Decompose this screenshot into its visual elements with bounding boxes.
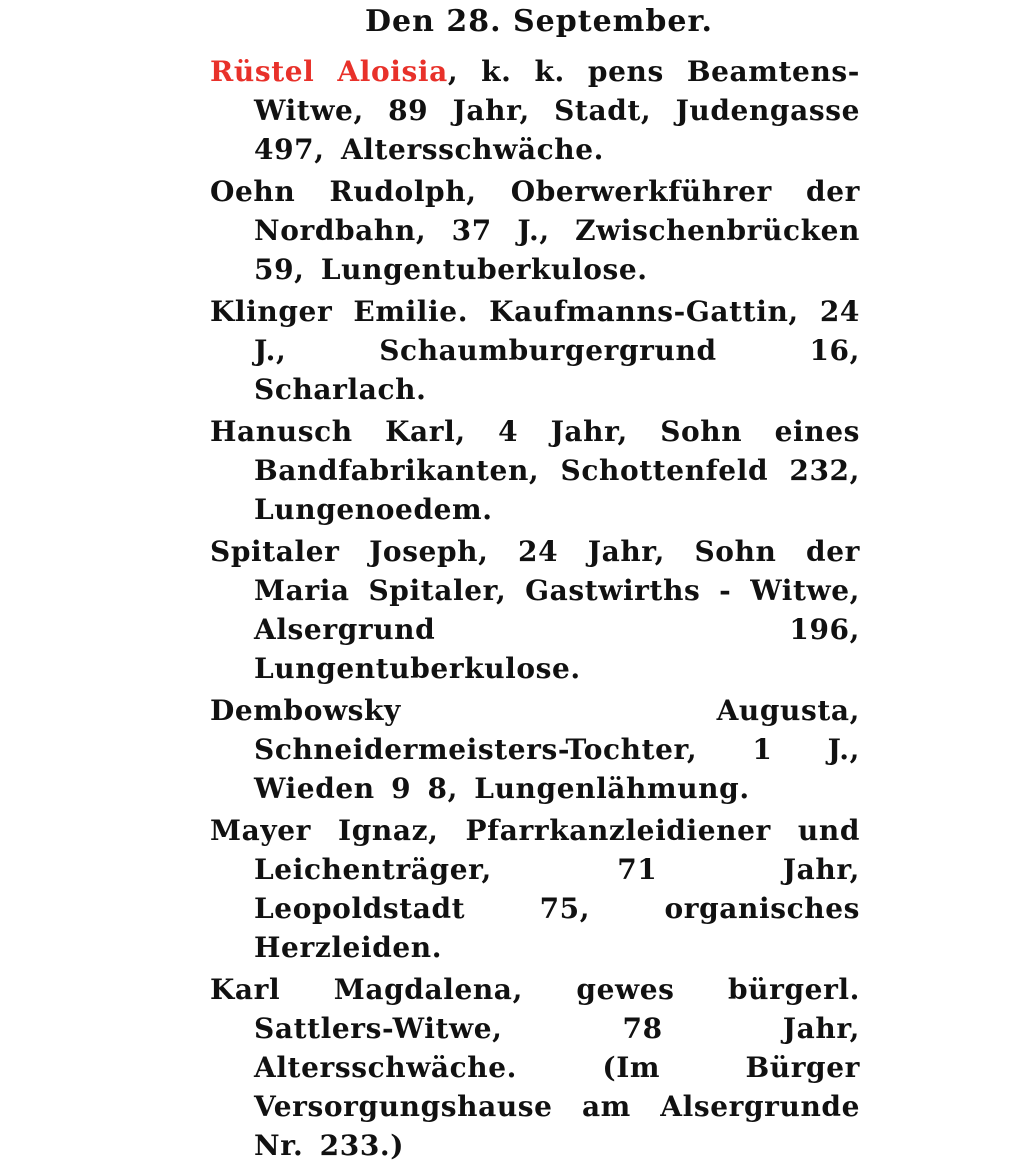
list-item: [210, 532, 860, 688]
entry-name: Dembowsky Augusta: [210, 694, 850, 727]
entry-text: , 24 Jahr, Sohn der Maria Spitaler, Gastwirths - Witwe, Alsergrund 196, Lungentuberkulose.: [254, 535, 860, 685]
list-item: [210, 970, 860, 1165]
entry-name: Mayer Ignaz: [210, 814, 429, 847]
entry-text: , Pfarrkanzleidiener und Leichenträger, 71 Jahr, Leopoldstadt 75, organisches Herzleiden.: [254, 814, 860, 964]
entry-text: , k. k. pens Beamtens-Witwe, 89 Jahr, Stadt, Judengasse 497, Altersschwäche.: [254, 55, 860, 166]
entry-name: Klinger Emilie: [210, 295, 458, 328]
entry-text: , gewes bürgerl. Sattlers-Witwe, 78 Jahr, Altersschwäche. (Im Bürger Versorgungshause am Alsergrunde Nr. 233.): [254, 973, 860, 1162]
list-item: [210, 691, 860, 808]
entry-text: , Schneidermeisters-Tochter, 1 J., Wieden 9 8, Lungenlähmung.: [254, 694, 860, 805]
entry-name: Hanusch Karl: [210, 415, 456, 448]
entry-name: Oehn Rudolph: [210, 175, 467, 208]
list-item: [210, 52, 860, 169]
list-item: [210, 412, 860, 529]
list-item: [210, 811, 860, 967]
entry-text: , Oberwerkführer der Nordbahn, 37 J., Zwischenbrücken 59, Lungentuberkulose.: [254, 175, 860, 286]
entry-name: Karl Magdalena: [210, 973, 513, 1006]
date-heading: Den 28. September.: [365, 4, 713, 39]
list-item: [210, 292, 860, 409]
entry-text: , 4 Jahr, Sohn eines Bandfabrikanten, Schottenfeld 232, Lungenoedem.: [254, 415, 860, 526]
entry-text: . Kaufmanns-Gattin, 24 J., Schaumburgergrund 16, Scharlach.: [254, 295, 861, 406]
entry-name: Spitaler Joseph: [210, 535, 479, 568]
highlighted-entry-name: Rüstel Aloisia: [210, 55, 448, 88]
death-notice-list: [210, 52, 860, 1168]
list-item: [210, 172, 860, 289]
